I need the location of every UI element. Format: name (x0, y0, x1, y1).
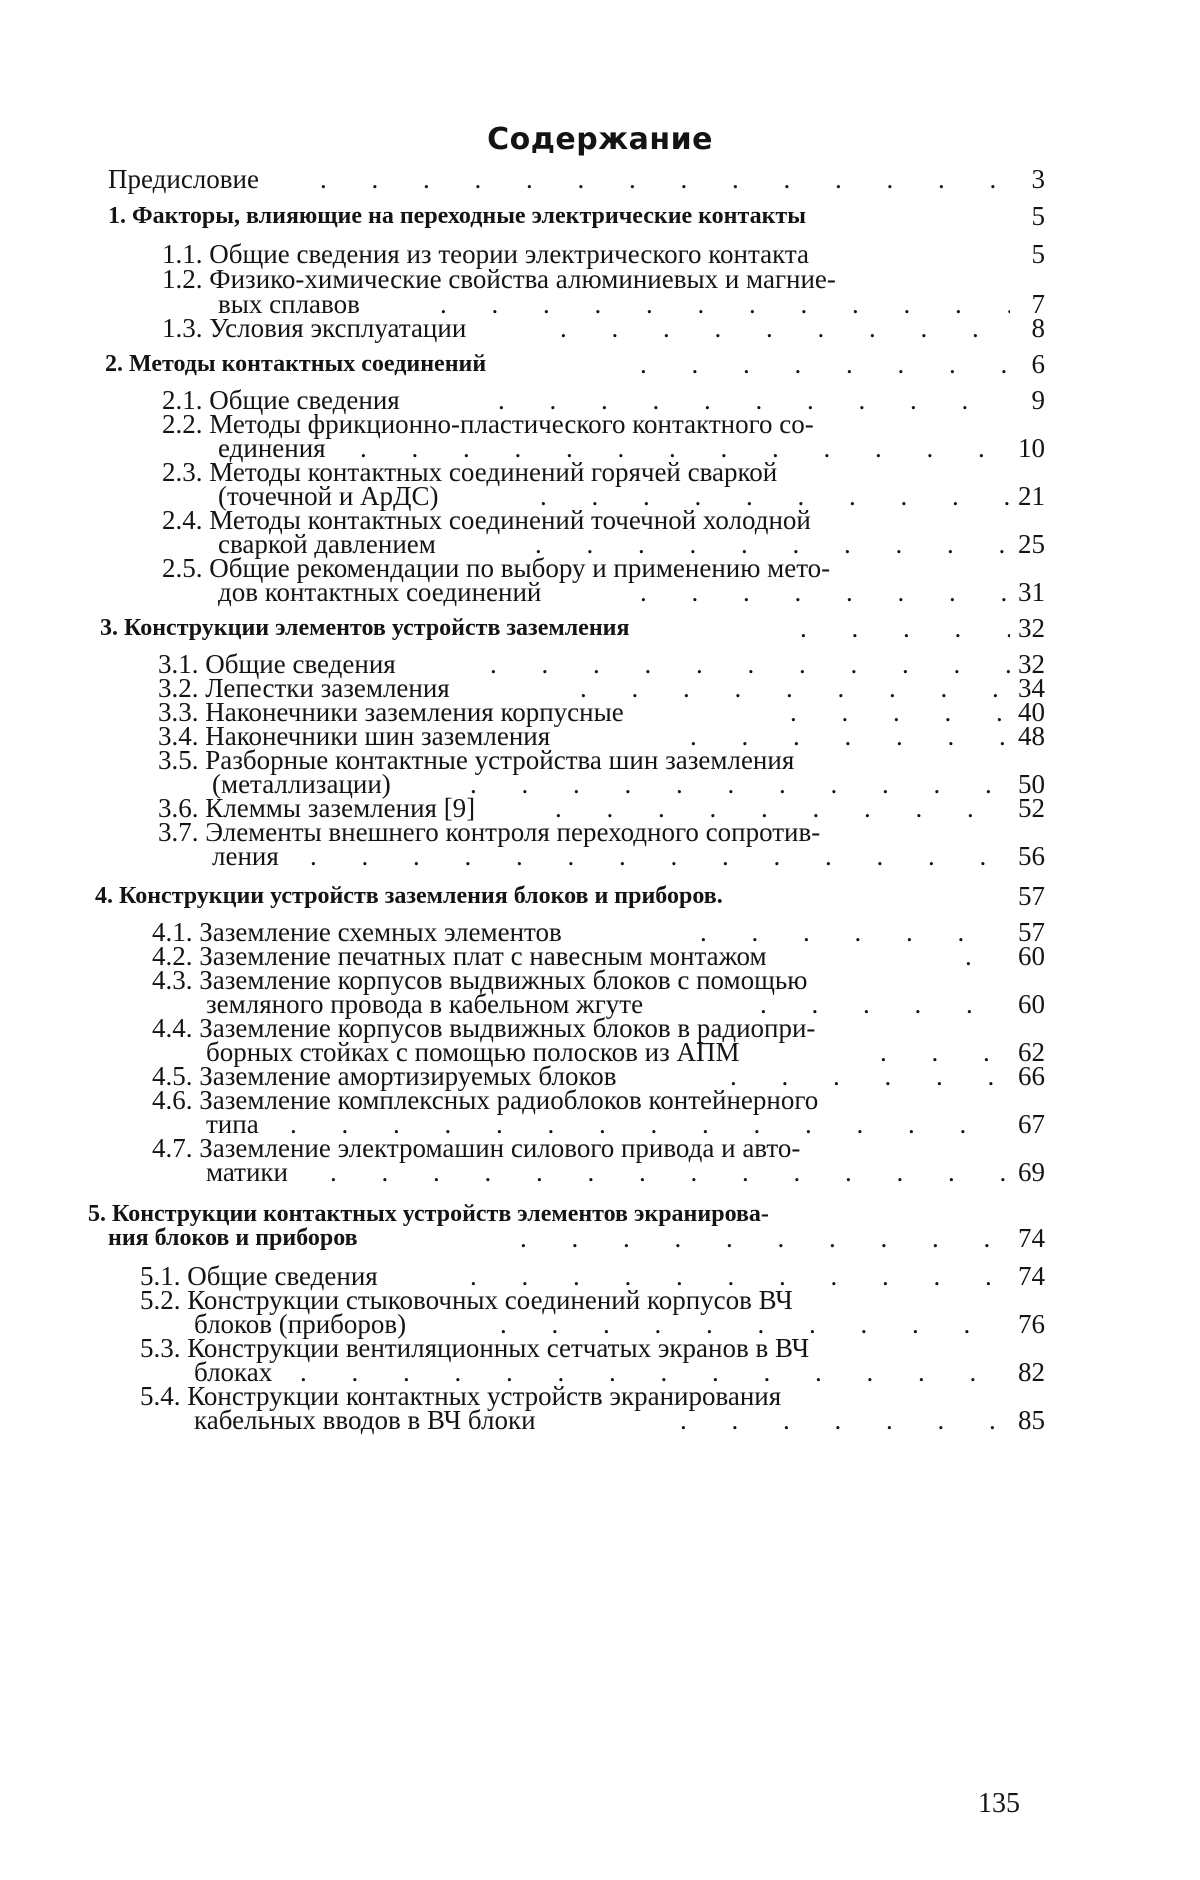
entry-label-line2: матики (206, 1158, 288, 1187)
entry-label: Предисловие (108, 165, 259, 194)
entry-page: 74 (1018, 1262, 1045, 1291)
leader-dots: . . . . (790, 698, 1010, 727)
entry-page: 85 (1018, 1406, 1045, 1435)
entry-page: 8 (1032, 314, 1046, 343)
entry-label-line1: 2.5. Общие рекомендации по выбору и применению мето- (162, 554, 830, 583)
leader-dots: . . . . . . . . . . (520, 1224, 1010, 1253)
entry-label-line2: вых сплавов (218, 290, 360, 319)
entry-page: 60 (1018, 942, 1045, 971)
entry-label: 1.3. Условия эксплуатации (162, 314, 466, 343)
leader-dots: . . . . . . . . . . . (440, 290, 1010, 319)
entry-page: 57 (1018, 918, 1045, 947)
leader-dots: . . . . . . . (640, 578, 1010, 607)
leader-dots: . . . . . . . . . (535, 530, 1010, 559)
entry-label-line1: 4.6. Заземление комплексных радиоблоков контейнерного (152, 1086, 818, 1115)
entry-label-line1: 4.4. Заземление корпусов выдвижных блоков в радиопри- (152, 1014, 815, 1043)
section-label: 3. Конструкции элементов устройств заземления (100, 614, 629, 643)
section-page: 5 (1032, 202, 1046, 231)
entry-label-line1: 1.2. Физико-химические свойства алюминиевых и магние- (162, 265, 836, 294)
page-number: 135 (978, 1788, 1020, 1820)
leader-dots: . . . . . . . . . . . (470, 770, 1010, 799)
entry-page: 50 (1018, 770, 1045, 799)
section-label-line2: ния блоков и приборов (108, 1224, 358, 1253)
entry-label-line1: 3.7. Элементы внешнего контроля переходного сопротив- (158, 818, 820, 847)
leader-dots: . . . . . . . . . . (498, 386, 1010, 415)
entry-label: 3.6. Клеммы заземления [9] (158, 794, 475, 823)
entry-label-line2: типа (206, 1110, 259, 1139)
entry-page: 60 (1018, 990, 1045, 1019)
entry-label-line1: 4.3. Заземление корпусов выдвижных блоков с помощью (152, 966, 807, 995)
entry-label: 3.3. Наконечники заземления корпусные (158, 698, 624, 727)
leader-dots: . . . . . . . . . . . . . . (310, 842, 1010, 871)
section-page: 74 (1018, 1224, 1045, 1253)
entry-page: 5 (1032, 240, 1046, 269)
entry-page: 25 (1018, 530, 1045, 559)
entry-page: 3 (1032, 165, 1046, 194)
entry-page: 52 (1018, 794, 1045, 823)
entry-page: 66 (1018, 1062, 1045, 1091)
entry-label-line1: 2.3. Методы контактных соединений горячей сваркой (162, 458, 777, 487)
entry-label: 4.5. Заземление амортизируемых блоков (152, 1062, 616, 1091)
entry-label-line2: земляного провода в кабельном жгуте (206, 990, 643, 1019)
entry-page: 21 (1018, 482, 1045, 511)
entry-page: 10 (1018, 434, 1045, 463)
leader-dots: . . . . . . . . . . . . . (360, 434, 1010, 463)
leader-dots: . . . . (800, 614, 1010, 643)
section-label: 4. Конструкции устройств заземления блоков и приборов. (95, 882, 723, 911)
entry-page: 69 (1018, 1158, 1045, 1187)
entry-label-line2: дов контактных соединений (218, 578, 541, 607)
leader-dots: . . . . . . . . (580, 674, 1010, 703)
entry-page: 48 (1018, 722, 1045, 751)
entry-label-line1: 5.4. Конструкции контактных устройств экранирования (140, 1382, 781, 1411)
entry-page: 56 (1018, 842, 1045, 871)
leader-dots: . . . . . . . (640, 350, 1010, 379)
section-page: 6 (1032, 350, 1046, 379)
entry-label-line1: 4.7. Заземление электромашин силового привода и авто- (152, 1134, 800, 1163)
entry-label-line2: сваркой давлением (218, 530, 436, 559)
entry-label: 3.2. Лепестки заземления (158, 674, 450, 703)
entry-label: 4.1. Заземление схемных элементов (152, 918, 562, 947)
entry-label-line2: борных стойках с помощью полосков из АПМ (206, 1038, 740, 1067)
entry-page: 76 (1018, 1310, 1045, 1339)
leader-dots: . . . (880, 1038, 1010, 1067)
entry-page: 67 (1018, 1110, 1045, 1139)
leader-dots: . . . . . . . . . . . . . . (290, 1110, 1010, 1139)
entry-label-line1: 5.3. Конструкции вентиляционных сетчатых экранов в ВЧ (140, 1334, 809, 1363)
entry-label-line1: 2.4. Методы контактных соединений точечной холодной (162, 506, 811, 535)
entry-label-line1: 2.2. Методы фрикционно-пластического контактного со- (162, 410, 814, 439)
leader-dots: . . . . . . . . . (560, 314, 1010, 343)
leader-dots: . . . . . (730, 1062, 1010, 1091)
leader-dots: . . . . . . . . . . . (470, 1262, 1010, 1291)
section-label-line1: 5. Конструкции контактных устройств элементов экранирова- (88, 1200, 769, 1229)
section-page: 57 (1018, 882, 1045, 911)
toc-page (0, 0, 1200, 1880)
leader-dots: . (965, 942, 1010, 971)
entry-page: 9 (1032, 386, 1046, 415)
entry-page: 34 (1018, 674, 1045, 703)
entry-page: 82 (1018, 1358, 1045, 1387)
entry-label-line2: (металлизации) (212, 770, 391, 799)
leader-dots: . . . . . . . . . . (490, 650, 1010, 679)
entry-page: 62 (1018, 1038, 1045, 1067)
leader-dots: . . . . . . . . . . . . . (330, 1158, 1010, 1187)
entry-label: 1.1. Общие сведения из теории электрического контакта (162, 240, 809, 269)
leader-dots: . . . . . . (690, 722, 1010, 751)
entry-page: 40 (1018, 698, 1045, 727)
entry-page: 31 (1018, 578, 1045, 607)
entry-label: 5.1. Общие сведения (140, 1262, 378, 1291)
entry-label-line2: блоков (приборов) (194, 1310, 406, 1339)
leader-dots: . . . . . (760, 990, 1010, 1019)
entry-page: 32 (1018, 650, 1045, 679)
entry-label-line1: 5.2. Конструкции стыковочных соединений корпусов ВЧ (140, 1286, 793, 1315)
entry-label: 3.1. Общие сведения (158, 650, 396, 679)
entry-page: 7 (1032, 290, 1046, 319)
leader-dots: . . . . . . (700, 918, 1010, 947)
leader-dots: . . . . . . . . . (555, 794, 1010, 823)
leader-dots: . . . . . . . . . (540, 482, 1010, 511)
leader-dots: . . . . . . (680, 1406, 1010, 1435)
page-title: Содержание (0, 122, 1200, 157)
entry-label-line2: единения (218, 434, 326, 463)
entry-label-line2: (точечной и АрДС) (218, 482, 438, 511)
section-label: 1. Факторы, влияющие на переходные электрические контакты (108, 202, 806, 231)
section-label: 2. Методы контактных соединений (105, 350, 486, 379)
section-page: 32 (1018, 614, 1045, 643)
entry-label-line2: кабельных вводов в ВЧ блоки (194, 1406, 536, 1435)
leader-dots: . . . . . . . . . . (500, 1310, 1010, 1339)
leader-dots: . . . . . . . . . . . . . . (300, 1358, 1010, 1387)
leader-dots: . . . . . . . . . . . . . (320, 165, 1010, 194)
entry-label: 4.2. Заземление печатных плат с навесным монтажом (152, 942, 767, 971)
entry-label-line2: блоках (194, 1358, 272, 1387)
entry-label: 3.4. Наконечники шин заземления (158, 722, 550, 751)
entry-label: 2.1. Общие сведения (162, 386, 400, 415)
entry-label-line1: 3.5. Разборные контактные устройства шин заземления (158, 746, 794, 775)
entry-label-line2: ления (212, 842, 279, 871)
